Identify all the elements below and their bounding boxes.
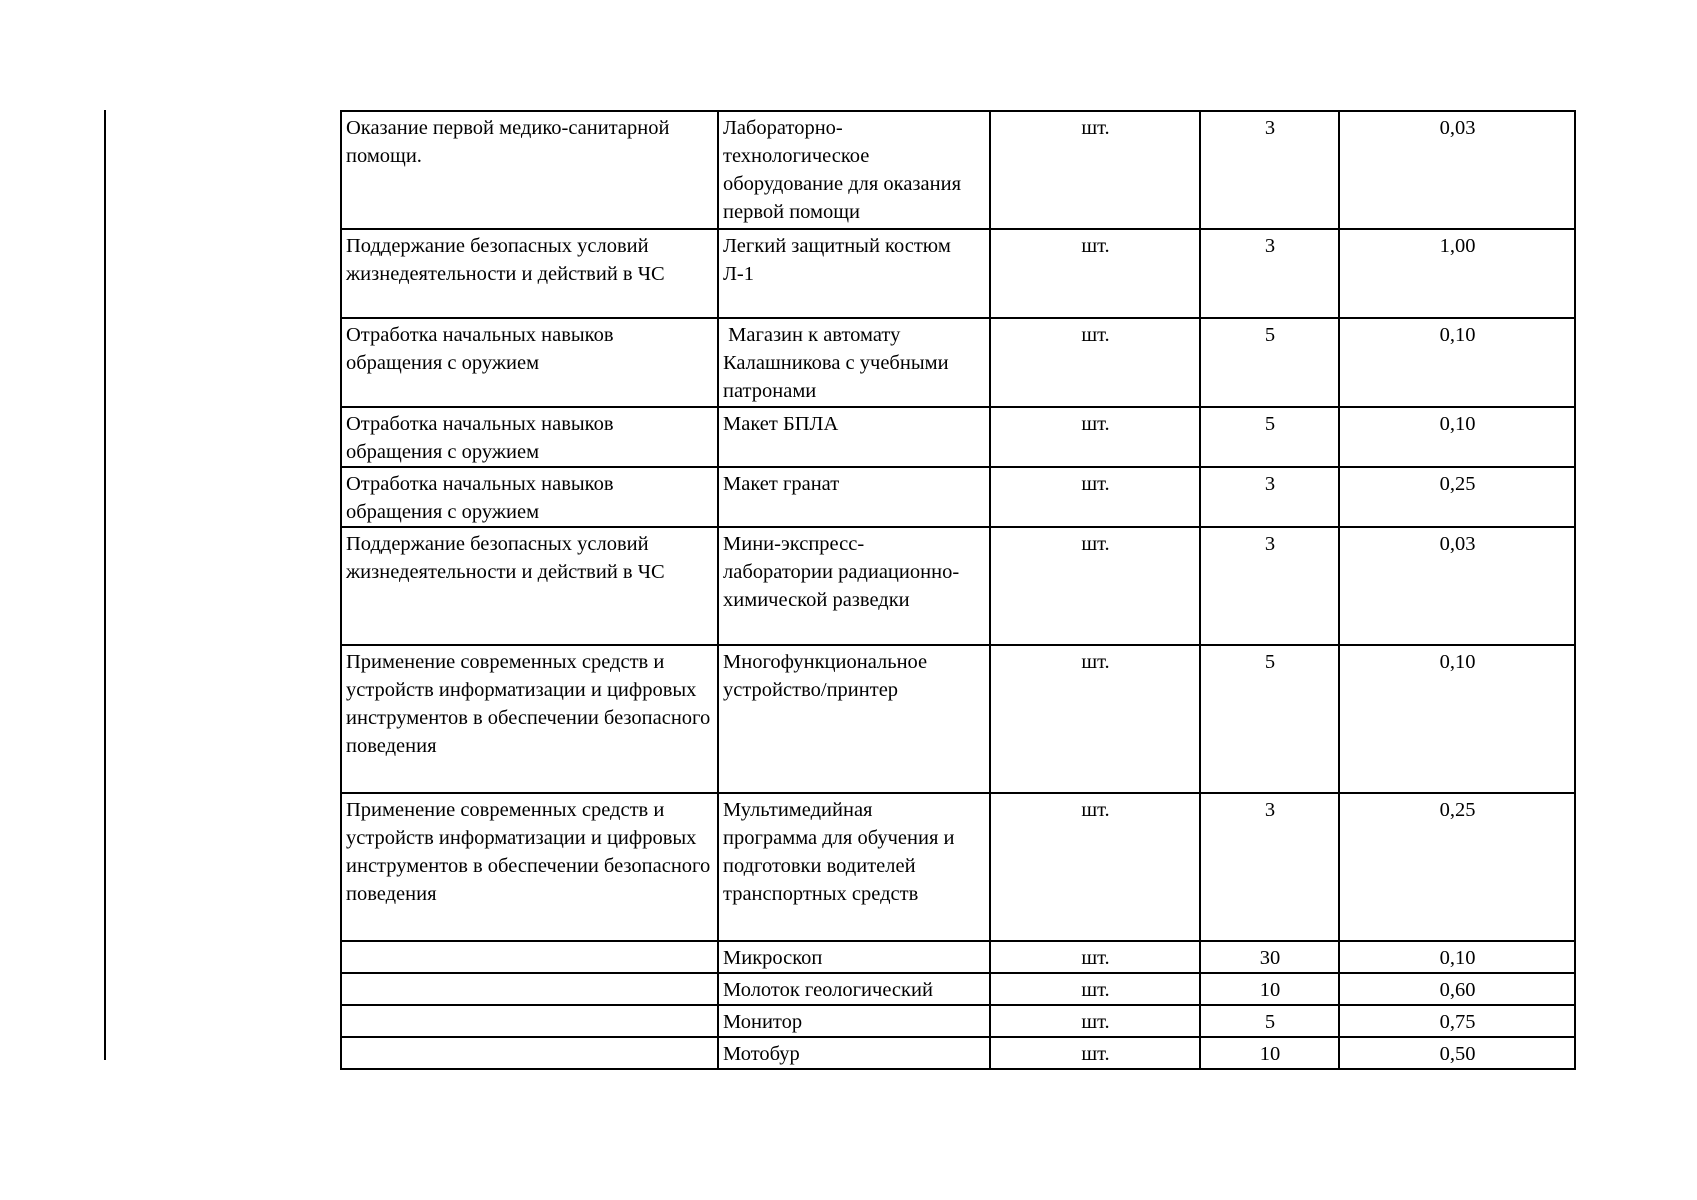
quantity-cell: 5 [1200,645,1339,793]
value-cell: 0,03 [1339,111,1575,229]
item-cell: Мини-экспресс- лаборатории радиационно- химической разведки [718,527,990,645]
table-row [341,229,1575,318]
table-row [341,941,1575,973]
quantity-cell: 3 [1200,793,1339,941]
table-row [341,1005,1575,1037]
item-cell: Макет БПЛА [718,407,990,467]
item-cell: Легкий защитный костюм Л-1 [718,229,990,318]
purpose-cell: Применение современных средств и устройств информатизации и цифровых инструментов в обеспечении безопасного поведения [341,645,718,793]
unit-cell: шт. [990,941,1200,973]
value-cell: 0,25 [1339,793,1575,941]
purpose-cell [341,973,718,1005]
value-cell: 0,03 [1339,527,1575,645]
table-row [341,318,1575,407]
table-row [341,111,1575,229]
quantity-cell: 5 [1200,318,1339,407]
unit-cell: шт. [990,645,1200,793]
purpose-cell: Отработка начальных навыков обращения с оружием [341,467,718,527]
table-row [341,1037,1575,1069]
quantity-cell: 5 [1200,407,1339,467]
item-cell: Микроскоп [718,941,990,973]
table-row [341,645,1575,793]
unit-cell: шт. [990,1037,1200,1069]
purpose-cell: Поддержание безопасных условий жизнедеятельности и действий в ЧС [341,229,718,318]
table-row [341,467,1575,527]
purpose-cell [341,1005,718,1037]
purpose-cell: Поддержание безопасных условий жизнедеятельности и действий в ЧС [341,527,718,645]
purpose-cell: Отработка начальных навыков обращения с оружием [341,407,718,467]
quantity-cell: 3 [1200,467,1339,527]
margin-rule [104,110,106,1060]
item-cell: Мотобур [718,1037,990,1069]
unit-cell: шт. [990,1005,1200,1037]
value-cell: 0,10 [1339,941,1575,973]
value-cell: 0,60 [1339,973,1575,1005]
table-row [341,973,1575,1005]
unit-cell: шт. [990,111,1200,229]
unit-cell: шт. [990,407,1200,467]
quantity-cell: 3 [1200,229,1339,318]
item-cell: Монитор [718,1005,990,1037]
value-cell: 0,10 [1339,407,1575,467]
quantity-cell: 10 [1200,973,1339,1005]
quantity-cell: 10 [1200,1037,1339,1069]
value-cell: 0,10 [1339,318,1575,407]
value-cell: 1,00 [1339,229,1575,318]
quantity-cell: 3 [1200,111,1339,229]
quantity-cell: 30 [1200,941,1339,973]
item-cell: Мультимедийная программа для обучения и подготовки водителей транспортных средств [718,793,990,941]
value-cell: 0,75 [1339,1005,1575,1037]
item-cell: Молоток геологический [718,973,990,1005]
table-row [341,527,1575,645]
equipment-table [340,110,1576,1070]
table-row [341,407,1575,467]
purpose-cell: Оказание первой медико-санитарной помощи. [341,111,718,229]
unit-cell: шт. [990,229,1200,318]
table-row [341,793,1575,941]
purpose-cell: Применение современных средств и устройств информатизации и цифровых инструментов в обеспечении безопасного поведения [341,793,718,941]
purpose-cell [341,1037,718,1069]
unit-cell: шт. [990,973,1200,1005]
item-cell: Макет гранат [718,467,990,527]
unit-cell: шт. [990,467,1200,527]
unit-cell: шт. [990,527,1200,645]
unit-cell: шт. [990,318,1200,407]
purpose-cell: Отработка начальных навыков обращения с оружием [341,318,718,407]
item-cell: Лабораторно- технологическое оборудование для оказания первой помощи [718,111,990,229]
quantity-cell: 3 [1200,527,1339,645]
purpose-cell [341,941,718,973]
quantity-cell: 5 [1200,1005,1339,1037]
unit-cell: шт. [990,793,1200,941]
value-cell: 0,50 [1339,1037,1575,1069]
item-cell: Многофункциональное устройство/принтер [718,645,990,793]
value-cell: 0,25 [1339,467,1575,527]
item-cell: Магазин к автомату Калашникова с учебными патронами [718,318,990,407]
value-cell: 0,10 [1339,645,1575,793]
